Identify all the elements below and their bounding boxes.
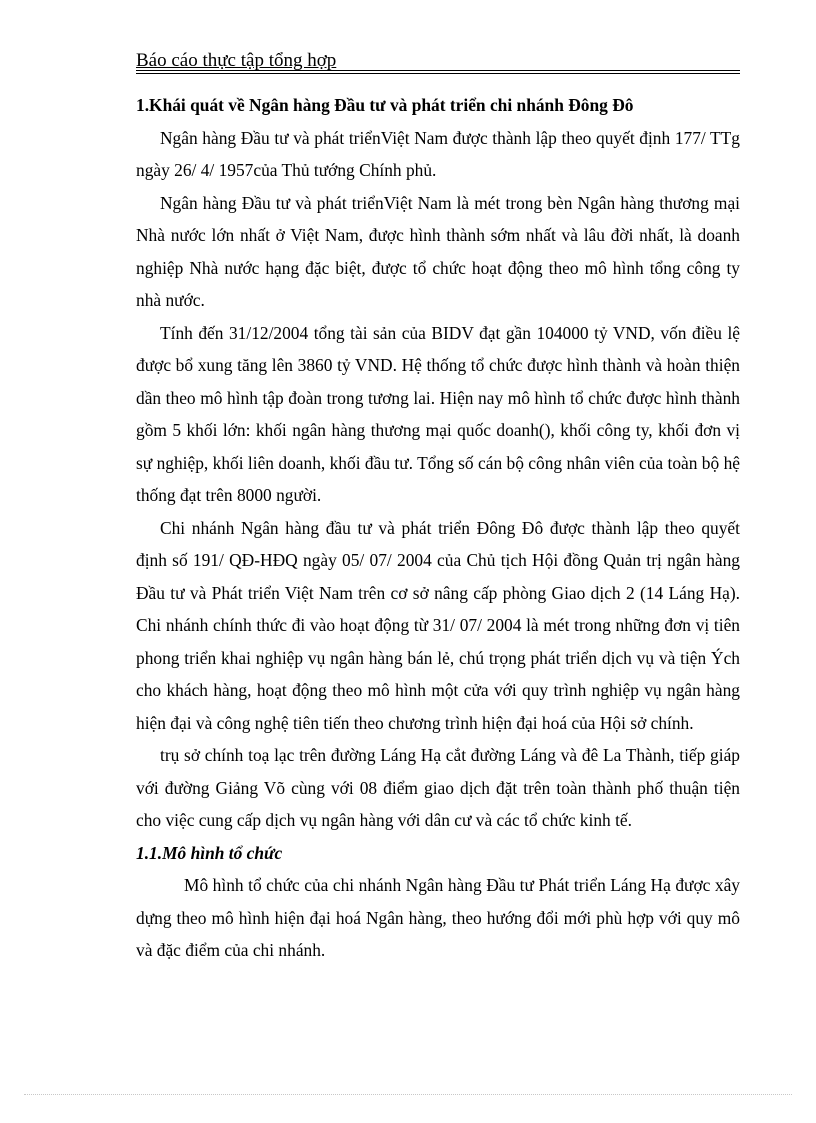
paragraph-assets: Tính đến 31/12/2004 tổng tài sản của BIDV đạt gần 104000 tỷ VND, vốn điều lệ được bổ xung tăng lên 3860 tỷ VND. Hệ thống tổ chức được hình thành và hoàn thiện dần theo mô hình tập đoàn trong tương lai. Hiện nay mô hình tổ chức được hình thành gồm 5 khối lớn: khối ngân hàng thương mại quốc doanh(), khối công ty, khối đơn vị sự nghiệp, khối liên doanh, khối đầu tư. Tổng số cán bộ công nhân viên của toàn bộ hệ thống đạt trên 8000 người. (136, 322, 740, 505)
paragraph-founding: Ngân hàng Đầu tư và phát triểnViệt Nam được thành lập theo quyết định 177/ TTg ngày 26/ 4/ 1957của Thủ tướng Chính phủ. (136, 127, 740, 180)
paragraph-headquarters: trụ sở chính toạ lạc trên đường Láng Hạ cắt đường Láng và đê La Thành, tiếp giáp với đường Giảng Võ cùng với 08 điểm giao dịch đặt trên toàn thành phố thuận tiện cho việc cung cấp dịch vụ ngân hàng với dân cư và các tổ chức kinh tế. (136, 745, 740, 830)
page-header-title: Báo cáo thực tập tổng hợp (136, 50, 337, 71)
subsection-heading: 1.1.Mô hình tổ chức (136, 842, 283, 863)
section-heading: 1.Khái quát về Ngân hàng Đầu tư và phát triển chi nhánh Đông Đô (136, 95, 634, 115)
paragraph-branch: Chi nhánh Ngân hàng đầu tư và phát triển Đông Đô được thành lập theo quyết định số 191/ QĐ-HĐQ ngày 05/ 07/ 2004 của Chủ tịch Hội đồng Quản trị ngân hàng Đầu tư và Phát triển Việt Nam trên cơ sở nâng cấp phòng Giao dịch 2 (14 Láng Hạ). Chi nhánh chính thức đi vào hoạt động từ 31/ 07/ 2004 là mét trong những đơn vị tiên phong triển khai nghiệp vụ ngân hàng bán lẻ, chú trọng phát triển dịch vụ và tiện Ých cho khách hàng, hoạt động theo mô hình một cửa với quy trình nghiệp vụ ngân hàng hiện đại và công nghệ tiên tiến theo chương trình hiện đại hoá của Hội sở chính. (136, 517, 740, 733)
document-body (136, 89, 740, 967)
paragraph-organization-model: Mô hình tổ chức của chi nhánh Ngân hàng Đầu tư Phát triển Láng Hạ được xây dựng theo mô hình hiện đại hoá Ngân hàng, theo hướng đổi mới phù hợp với quy mô và đặc điểm của chi nhánh. (136, 875, 740, 960)
header-divider-top (136, 70, 740, 71)
header-divider-bottom (136, 73, 740, 74)
paragraph-overview: Ngân hàng Đầu tư và phát triểnViệt Nam là mét trong bèn Ngân hàng thương mại Nhà nước lớn nhất ở Việt Nam, được hình thành sớm nhất và lâu đời nhất, là doanh nghiệp Nhà nước hạng đặc biệt, được tổ chức hoạt động theo mô hình tổng công ty nhà nước. (136, 192, 740, 310)
page-bottom-divider (24, 1094, 792, 1095)
